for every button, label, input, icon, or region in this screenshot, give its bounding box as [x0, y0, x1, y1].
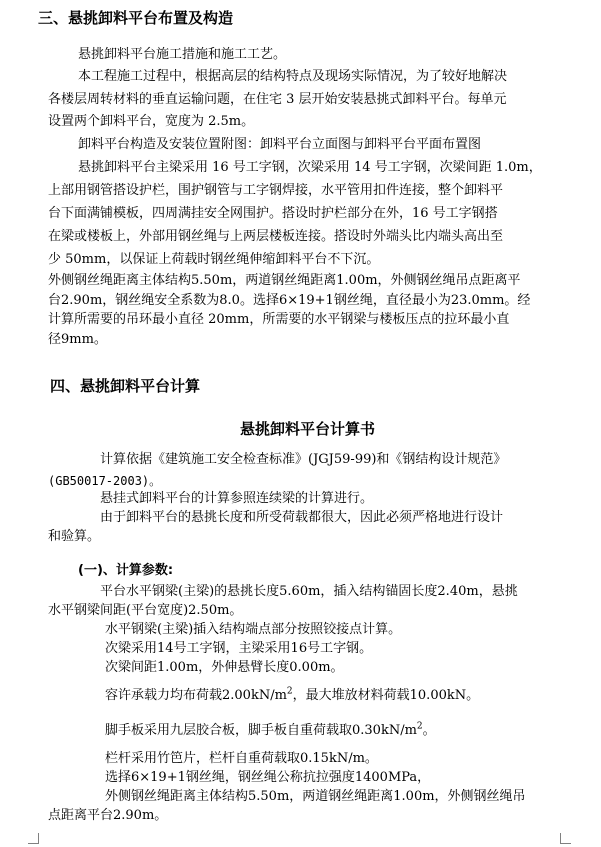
intro-line: (GB50017-2003)。 [48, 474, 162, 488]
paragraph-line: 上部用钢管搭设护栏，围护钢管与工字钢焊接，水平管用扣件连接，整个卸料平 [48, 183, 504, 198]
paragraph-line: 径9mm。 [48, 332, 107, 347]
param-line: 栏杆采用竹笆片，栏杆自重荷载取0.15kN/m。 [105, 751, 378, 766]
load-capacity-line: 容许承载力均布荷载$2.00kN/m^2$，最大堆放材料荷载10.00kN。 [105, 686, 480, 703]
param-line: 点距离平台2.90m。 [48, 808, 168, 823]
intro-line: 由于卸料平台的悬挑长度和所受荷载都很大，因此必须严格地进行设计 [100, 510, 504, 525]
paragraph-line: 悬挑卸料平台主梁采用 16 号工字钢，次梁采用 14 号工字钢，次梁间距 1.0m， [78, 160, 542, 175]
paragraph-line: 少 50mm，以保证上荷载时钢丝绳伸缩卸料平台不下沉。 [48, 252, 380, 267]
document-title: 悬挑卸料平台计算书 [240, 420, 376, 438]
paragraph-line: 各楼层周转材料的垂直运输问题，在住宅 3 层开始安装悬挑式卸料平台。每单元 [48, 92, 507, 107]
param-line: 水平钢梁(主梁)插入结构端点部分按照铰接点计算。 [105, 622, 402, 637]
paragraph-line: 卸料平台构造及安装位置附图：卸料平台立面图与卸料平台平面布置图 [78, 137, 482, 152]
param-line: 平台水平钢梁(主梁)的悬挑长度5.60m，插入结构锚固长度2.40m，悬挑 [100, 584, 518, 599]
param-line: 外侧钢丝绳距离主体结构5.50m，两道钢丝绳距离1.00m，外侧钢丝绳吊 [105, 789, 526, 804]
paragraph-line: 台下面满铺模板，四周满挂安全网围护。搭设时护栏部分在外，16 号工字钢搭 [48, 206, 498, 221]
paragraph-line: 外侧钢丝绳距离主体结构5.50m，两道钢丝绳距离1.00m，外侧钢丝绳吊点距离平 [48, 273, 521, 288]
param-line: 水平钢梁间距(平台宽度)2.50m。 [48, 603, 243, 618]
param-line: 次梁间距1.00m，外伸悬臂长度0.00m。 [105, 660, 344, 675]
paragraph-line: 计算所需要的吊环最小直径 20mm，所需要的水平钢梁与楼板压点的拉环最小直 [48, 312, 510, 327]
section-3-heading: 三、悬挑卸料平台布置及构造 [38, 9, 234, 27]
paragraph-line: 悬挑卸料平台施工措施和施工工艺。 [78, 47, 287, 62]
param-line: 选择6×19+1钢丝绳，钢丝绳公称抗拉强度1400MPa， [105, 770, 431, 785]
paragraph-line: 本工程施工过程中，根据高层的结构特点及现场实际情况，为了较好地解决 [78, 69, 508, 84]
page-corner-mark-right [560, 833, 571, 844]
intro-line: 悬挂式卸料平台的计算参照连续梁的计算进行。 [100, 491, 374, 506]
params-heading: (一)、计算参数: [78, 563, 174, 578]
paragraph-line: 在梁或楼板上，外部用钢丝绳与上两层楼板连接。搭设时外端头比内端头高出至 [48, 229, 504, 244]
intro-line: 计算依据《建筑施工安全检查标准》(JGJ59-99)和《钢结构设计规范》 [100, 452, 507, 467]
paragraph-line: 台2.90m，钢丝绳安全系数为8.0。选择6×19+1钢丝绳，直径最小为23.0mm。经 [48, 293, 531, 308]
scaffold-board-line: 脚手板采用九层胶合板，脚手板自重荷载取$0.30kN/m^2$。 [105, 721, 436, 738]
page-corner-mark-left [28, 833, 39, 844]
section-4-heading: 四、悬挑卸料平台计算 [50, 377, 201, 395]
paragraph-line: 设置两个卸料平台，宽度为 2.5m。 [48, 114, 255, 129]
param-line: 次梁采用14号工字钢，主梁采用16号工字钢。 [105, 641, 373, 656]
intro-line: 和验算。 [48, 529, 101, 544]
